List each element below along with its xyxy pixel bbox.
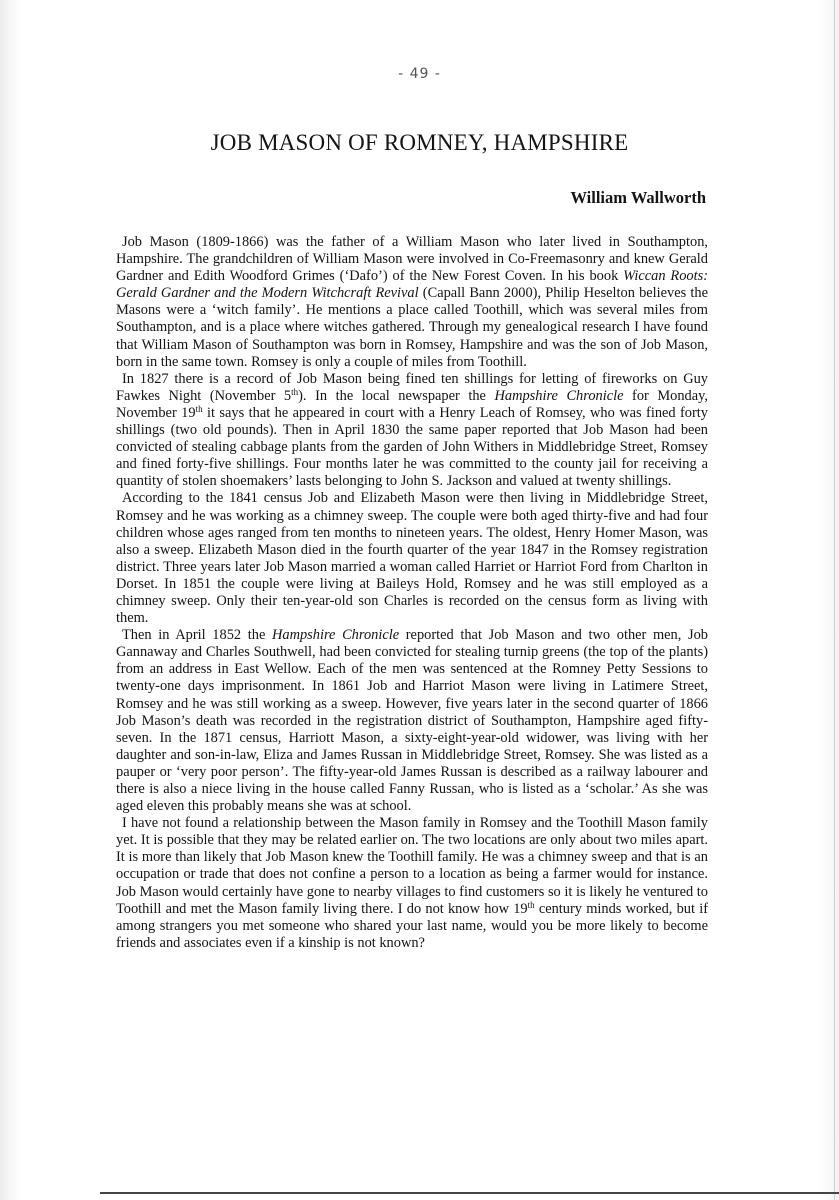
text-run: I have not found a relationship between the Mason family in Romsey and the Toothill Mason family yet. It is possible that they may be related earlier on. The two locations are only about two miles apart. It is more than likely that Job Mason knew the Toothill family. He was a chimney sweep and that is an occupation or trade that does not confine a person to a location as being a farmer would for instance. Job Mason would certainly have gone to nearby villages to find customers so it is likely he ventured to Toothill and met the Mason family living there. I do not know how 19 [116,815,708,917]
page-bottom-rule [100,1192,839,1194]
article-body [116,234,708,952]
text-run: for Monday, November 19 [116,387,708,421]
italic-title: Hampshire Chronicle [494,387,624,404]
text-run: Job Mason (1809-1866) was the father of a William Mason who later lived in Southampton, Hampshire. The grandchildren of William Mason were involved in Co-Freemasonry and knew Gerald Gardner and Edith Woodford Grimes (‘Dafo’) of the New Forest Coven. In his book [116,234,708,285]
italic-title: Hampshire Chronicle [272,627,400,644]
text-run: century minds worked, but if among strangers you met someone who shared your last name, would you be more likely to become friends and associates even if a kinship is not known? [116,900,708,951]
text-run: According to the 1841 census Job and Elizabeth Mason were then living in Middlebridge Street, Romsey and he was working as a chimney sweep. The couple were both aged thirty-five and had four children whose ages ranged from ten months to nineteen years. The oldest, Henry Homer Mason, was also a sweep. Elizabeth Mason died in the fourth quarter of the year 1847 in the Romsey registration district. Three years later Job Mason married a woman called Harriet or Harriot Ford from Charlton in Dorset. In 1851 the couple were living at Baileys Hold, Romsey and he was still employed as a chimney sweep. Only their ten-year-old son Charles is recorded on the census form as living with them. [116,490,708,627]
page-number: - 49 - [398,66,441,82]
ordinal-superscript: th [195,403,203,414]
article-author: William Wallworth [570,188,706,207]
text-run: reported that Job Mason and two other men, Job Gannaway and Charles Southwell, had been convicted for stealing turnip greens (the top of the plants) from an address in East Wellow. Each of the men was sentenced at the Romney Petty Sessions to twenty-one days imprisonment. In 1861 Job and Harriot Mason were living in Latimere Street, Romsey and he was still working as a sweep. However, five years later in the second quarter of 1866 Job Mason’s death was recorded in the registration district of Southampton, Hampshire aged fifty-seven. In the 1871 census, Harriott Mason, a sixty-eight-year-old widower, was living with her daughter and son-in-law, Eliza and James Russan in Middlebridge Street, Romsey. She was listed as a pauper or ‘very poor person’. The fifty-year-old James Russan is described as a railway labourer and there is also a niece living in the house called Fanny Russan, who is listed as a ‘scholar.’ As she was aged eleven this probably means she was at school. [116,627,708,815]
ordinal-superscript: th [291,386,299,397]
paragraph [116,627,708,815]
paragraph [116,490,708,627]
paragraph [116,371,708,491]
text-run: it says that he appeared in court with a Henry Leach of Romsey, who was fined forty shillings (two old pounds). Then in April 1830 the same paper reported that Job Mason had been convicted of stealing cabbage plants from the garden of John Withers in Middlebridge Street, Romsey and fined forty-five shillings. Four months later he was committed to the county jail for receiving a quantity of stolen shoemakers’ lasts belonging to John S. Jackson and valued at twenty shillings. [116,404,708,490]
italic-title: Wiccan Roots: Gerald Gardner and the Modern Witchcraft Revival [116,268,708,302]
article-title: JOB MASON OF ROMNEY, HAMPSHIRE [210,130,629,155]
paragraph [116,234,708,371]
text-run: (Capall Bann 2000), Philip Heselton believes the Masons were a ‘witch family’. He mentions a place called Toothill, which was several miles from Southampton, and is a place where witches gathered. Through my genealogical research I have found that William Mason of Southampton was born in Romsey, Hampshire and was the son of Job Mason, born in the same town. Romsey is only a couple of miles from Toothill. [116,285,708,370]
text-run: In 1827 there is a record of Job Mason being fined ten shillings for letting of fireworks on Guy Fawkes Night (November 5 [116,370,708,404]
text-run: ). In the local newspaper the [298,387,495,404]
text-run: Then in April 1852 the [122,627,272,644]
ordinal-superscript: th [527,899,535,910]
paragraph [116,815,708,952]
page-edge-shadow [834,0,835,1200]
